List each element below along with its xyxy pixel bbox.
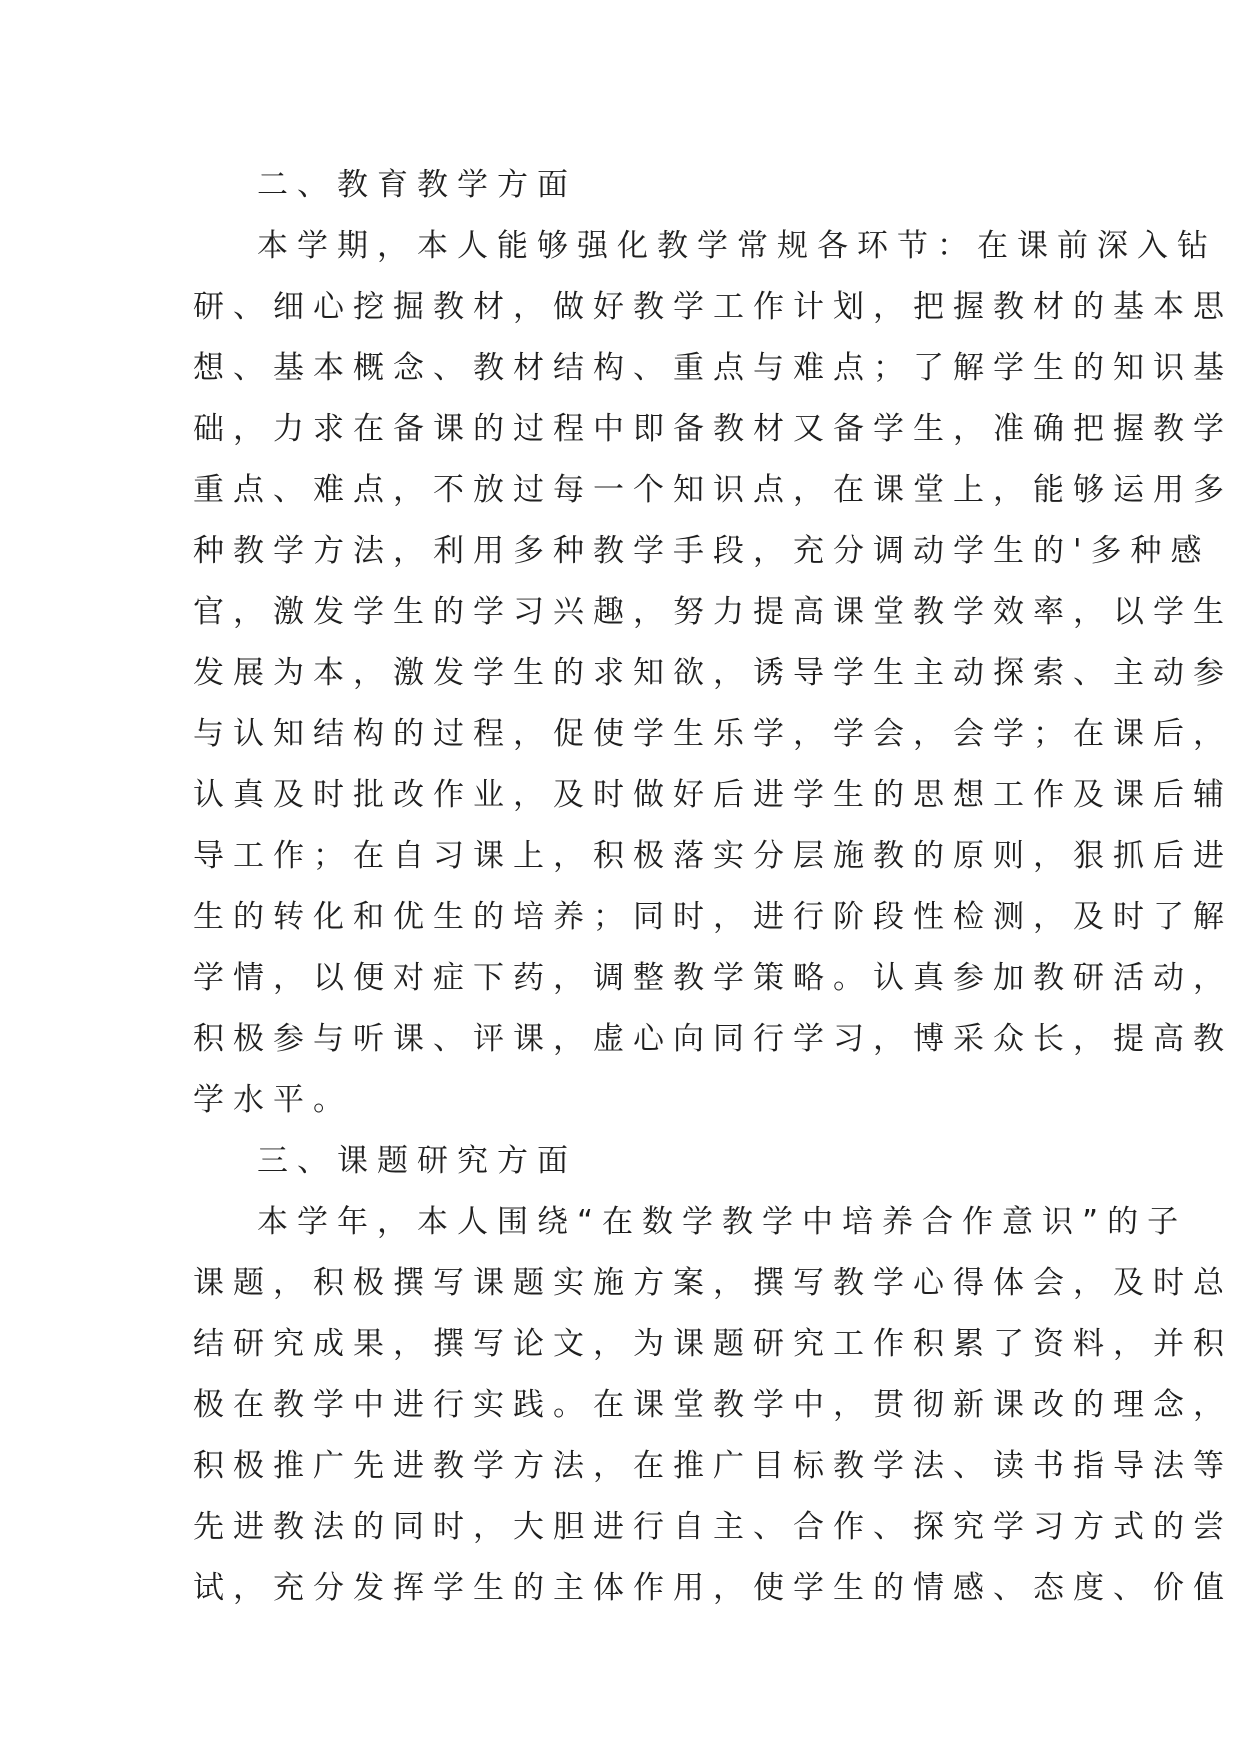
paragraph-line: 导工作；在自习课上，积极落实分层施教的原则，狠抓后进 [193,838,1233,874]
paragraph-line: 研、细心挖掘教材，做好教学工作计划，把握教材的基本思 [193,289,1233,325]
paragraph-line: 想、基本概念、教材结构、重点与难点；了解学生的知识基 [193,350,1233,386]
paragraph-line: 试，充分发挥学生的主体作用，使学生的情感、态度、价值 [193,1570,1233,1606]
paragraph-line: 认真及时批改作业，及时做好后进学生的思想工作及课后辅 [193,777,1233,813]
section-heading-research: 三、课题研究方面 [257,1143,577,1179]
paragraph-line: 础，力求在备课的过程中即备教材又备学生，准确把握教学 [193,411,1233,447]
paragraph-line: 生的转化和优生的培养；同时，进行阶段性检测，及时了解 [193,899,1233,935]
paragraph-line: 积极推广先进教学方法，在推广目标教学法、读书指导法等 [193,1448,1233,1484]
paragraph-line: 课题，积极撰写课题实施方案，撰写教学心得体会，及时总 [193,1265,1233,1301]
paragraph-line: 重点、难点，不放过每一个知识点，在课堂上，能够运用多 [193,472,1233,508]
paragraph-line: 本学期，本人能够强化教学常规各环节：在课前深入钻 [257,228,1217,264]
paragraph-line: 种教学方法，利用多种教学手段，充分调动学生的'多种感 [193,533,1211,569]
paragraph-line: 官，激发学生的学习兴趣，努力提高课堂教学效率，以学生 [193,594,1233,630]
paragraph-line: 发展为本，激发学生的求知欲，诱导学生主动探索、主动参 [193,655,1233,691]
paragraph-line: 结研究成果，撰写论文，为课题研究工作积累了资料，并积 [193,1326,1233,1362]
paragraph-line: 学情，以便对症下药，调整教学策略。认真参加教研活动， [193,960,1233,996]
document-body [193,155,1233,1619]
paragraph-line: 本学年，本人围绕“在数学教学中培养合作意识”的子 [257,1204,1188,1240]
paragraph-line: 与认知结构的过程，促使学生乐学，学会，会学；在课后， [193,716,1233,752]
paragraph-line: 积极参与听课、评课，虚心向同行学习，博采众长，提高教 [193,1021,1233,1057]
paragraph-line: 先进教法的同时，大胆进行自主、合作、探究学习方式的尝 [193,1509,1233,1545]
section-heading-teaching: 二、教育教学方面 [257,167,577,203]
paragraph-line: 极在教学中进行实践。在课堂教学中，贯彻新课改的理念， [193,1387,1233,1423]
paragraph-line: 学水平。 [193,1082,353,1118]
